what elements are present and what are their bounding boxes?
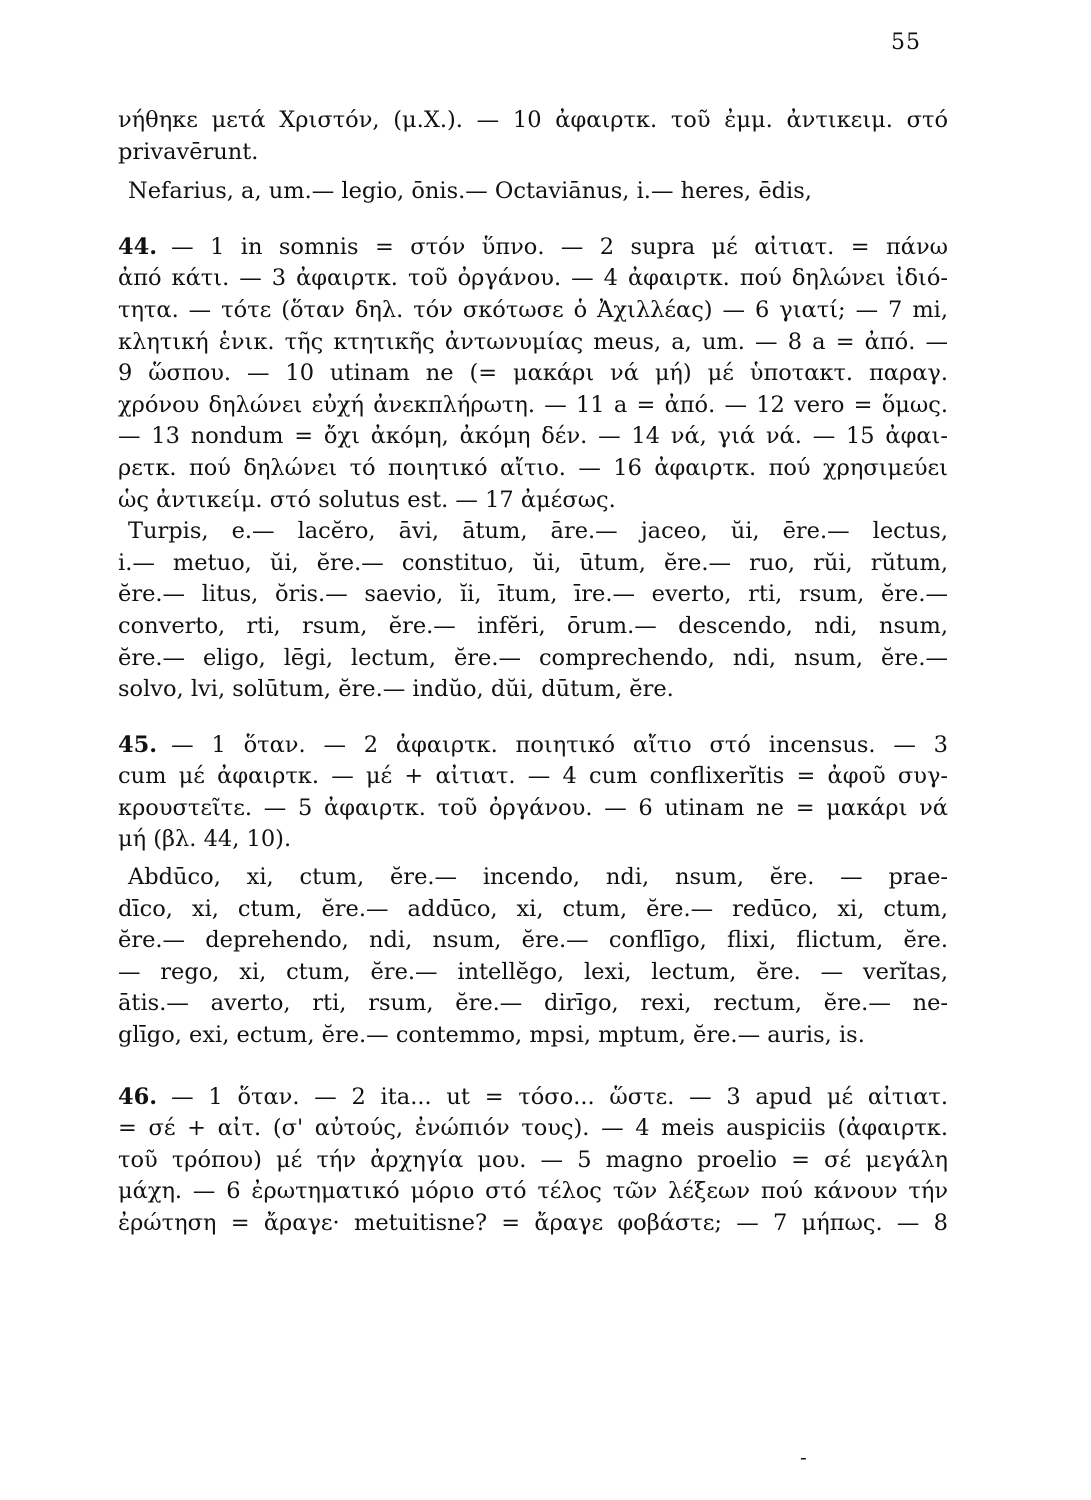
text-line: — 1 in somnis = στόν ὕπνο. — 2 supra μέ αἰτιατ. = πάνω [171, 233, 948, 260]
vocab-line: ĕre.— eligo, lēgi, lectum, ĕre.— comprechendo, ndi, nsum, ĕre.— [118, 644, 948, 671]
section-44 [118, 232, 948, 706]
text-line: = σέ + αἰτ. (σ' αὐτούς, ἐνώπιόν τους). — 4 meis auspiciis (ἀφαιρτκ. [118, 1115, 948, 1142]
vocab-line: ĕre.— deprehendo, ndi, nsum, ĕre.— conflīgo, flixi, flictum, ĕre. [118, 927, 948, 954]
page-body [118, 105, 948, 1240]
vocab-line: Abdūco, xi, ctum, ĕre.— incendo, ndi, nsum, ĕre. — prae- [128, 864, 948, 891]
section-46 [118, 1082, 948, 1240]
vocab-line: i.— metuo, ŭi, ĕre.— constituo, ŭi, ūtum, ĕre.— ruo, rŭi, rŭtum, [118, 549, 948, 576]
section-45 [118, 730, 948, 1052]
vocab-line: converto, rti, rsum, ĕre.— infĕri, ōrum.— descendo, ndi, nsum, [118, 612, 948, 639]
text-line: — 1 ὅταν. — 2 ita... ut = τόσο... ὥστε. — 3 apud μέ αἰτιατ. [171, 1083, 948, 1110]
vocab-line: Turpis, e.— lacĕro, āvi, ātum, āre.— jaceo, ŭi, ēre.— lectus, [128, 518, 948, 545]
vocab-line: Nefarius, a, um.— legio, ōnis.— Octaviānus, i.— heres, ēdis, [128, 178, 812, 205]
text-line: κλητική ἑνικ. τῆς κτητικῆς ἀντωνυμίας meus, a, um. — 8 a = ἀπό. — [118, 328, 948, 355]
text-line: κρουστεῖτε. — 5 ἀφαιρτκ. τοῦ ὀργάνου. — 6 utinam ne = μακάρι νά [118, 794, 948, 821]
text-line: μή (βλ. 44, 10). [118, 826, 292, 853]
text-line: μάχη. — 6 ἐρωτηματικό μόριο στό τέλος τῶν λέξεων πού κάνουν τήν [118, 1178, 948, 1205]
text-line: νήθηκε μετά Χριστόν, (μ.Χ.). — 10 ἀφαιρτκ. τοῦ ἐμμ. ἀντικειμ. στό [118, 107, 948, 133]
intro-notes [118, 105, 948, 208]
text-line: privavērunt. [118, 138, 259, 165]
text-line: ρετκ. πού δηλώνει τό ποιητικό αἴτιο. — 16 ἀφαιρτκ. πού χρησιμεύει [118, 454, 948, 481]
text-line: ἀπό κάτι. — 3 ἀφαιρτκ. τοῦ ὀργάνου. — 4 ἀφαιρτκ. πού δηλώνει ἰδιό- [118, 265, 948, 292]
vocab-line: solvo, lvi, solūtum, ĕre.— indŭo, dŭi, dūtum, ĕre. [118, 676, 674, 703]
text-line: τητα. — τότε (ὅταν δηλ. τόν σκότωσε ὁ Ἀχιλλέας) — 6 γιατί; — 7 mi, [118, 296, 948, 323]
page-number: 55 [891, 30, 921, 55]
footer-mark: - [800, 1445, 807, 1469]
section-number: 44. [118, 233, 158, 260]
text-line: — 1 ὅταν. — 2 ἀφαιρτκ. ποιητικό αἴτιο στό incensus. — 3 [171, 731, 948, 758]
vocab-line: ātis.— averto, rti, rsum, ĕre.— dirīgo, rexi, rectum, ĕre.— ne- [118, 990, 948, 1017]
vocab-line: ĕre.— litus, ŏris.— saevio, ĭi, ītum, īre.— everto, rti, rsum, ĕre.— [118, 581, 948, 608]
text-line: ἐρώτηση = ἄραγε· metuitisne? = ἄραγε φοβάστε; — 7 μήπως. — 8 [118, 1210, 948, 1236]
text-line: — 13 nondum = ὄχι ἀκόμη, ἀκόμη δέν. — 14 νά, γιά νά. — 15 ἀφαι- [118, 423, 948, 450]
section-number: 46. [118, 1083, 158, 1110]
text-line: ὡς ἀντικείμ. στό solutus est. — 17 ἀμέσως. [118, 486, 616, 513]
vocab-line: dīco, xi, ctum, ĕre.— addūco, xi, ctum, ĕre.— redūco, xi, ctum, [118, 895, 948, 922]
vocab-line: glīgo, exi, ectum, ĕre.— contemmo, mpsi, mptum, ĕre.— auris, is. [118, 1022, 865, 1049]
section-number: 45. [118, 731, 158, 758]
text-line: 9 ὥσπου. — 10 utinam ne (= μακάρι νά μή) μέ ὑποτακτ. παραγ. [118, 360, 948, 387]
text-line: τοῦ τρόπου) μέ τήν ἀρχηγία μου. — 5 magno proelio = σέ μεγάλη [118, 1146, 948, 1173]
text-line: χρόνου δηλώνει εὐχή ἀνεκπλήρωτη. — 11 a = ἀπό. — 12 vero = ὅμως. [118, 391, 948, 418]
text-line: cum μέ ἀφαιρτκ. — μέ + αἰτιατ. — 4 cum conflixerĭtis = ἀφοῦ συγ- [118, 763, 948, 790]
vocab-line: — rego, xi, ctum, ĕre.— intellĕgo, lexi, lectum, ĕre. — verĭtas, [118, 958, 948, 985]
